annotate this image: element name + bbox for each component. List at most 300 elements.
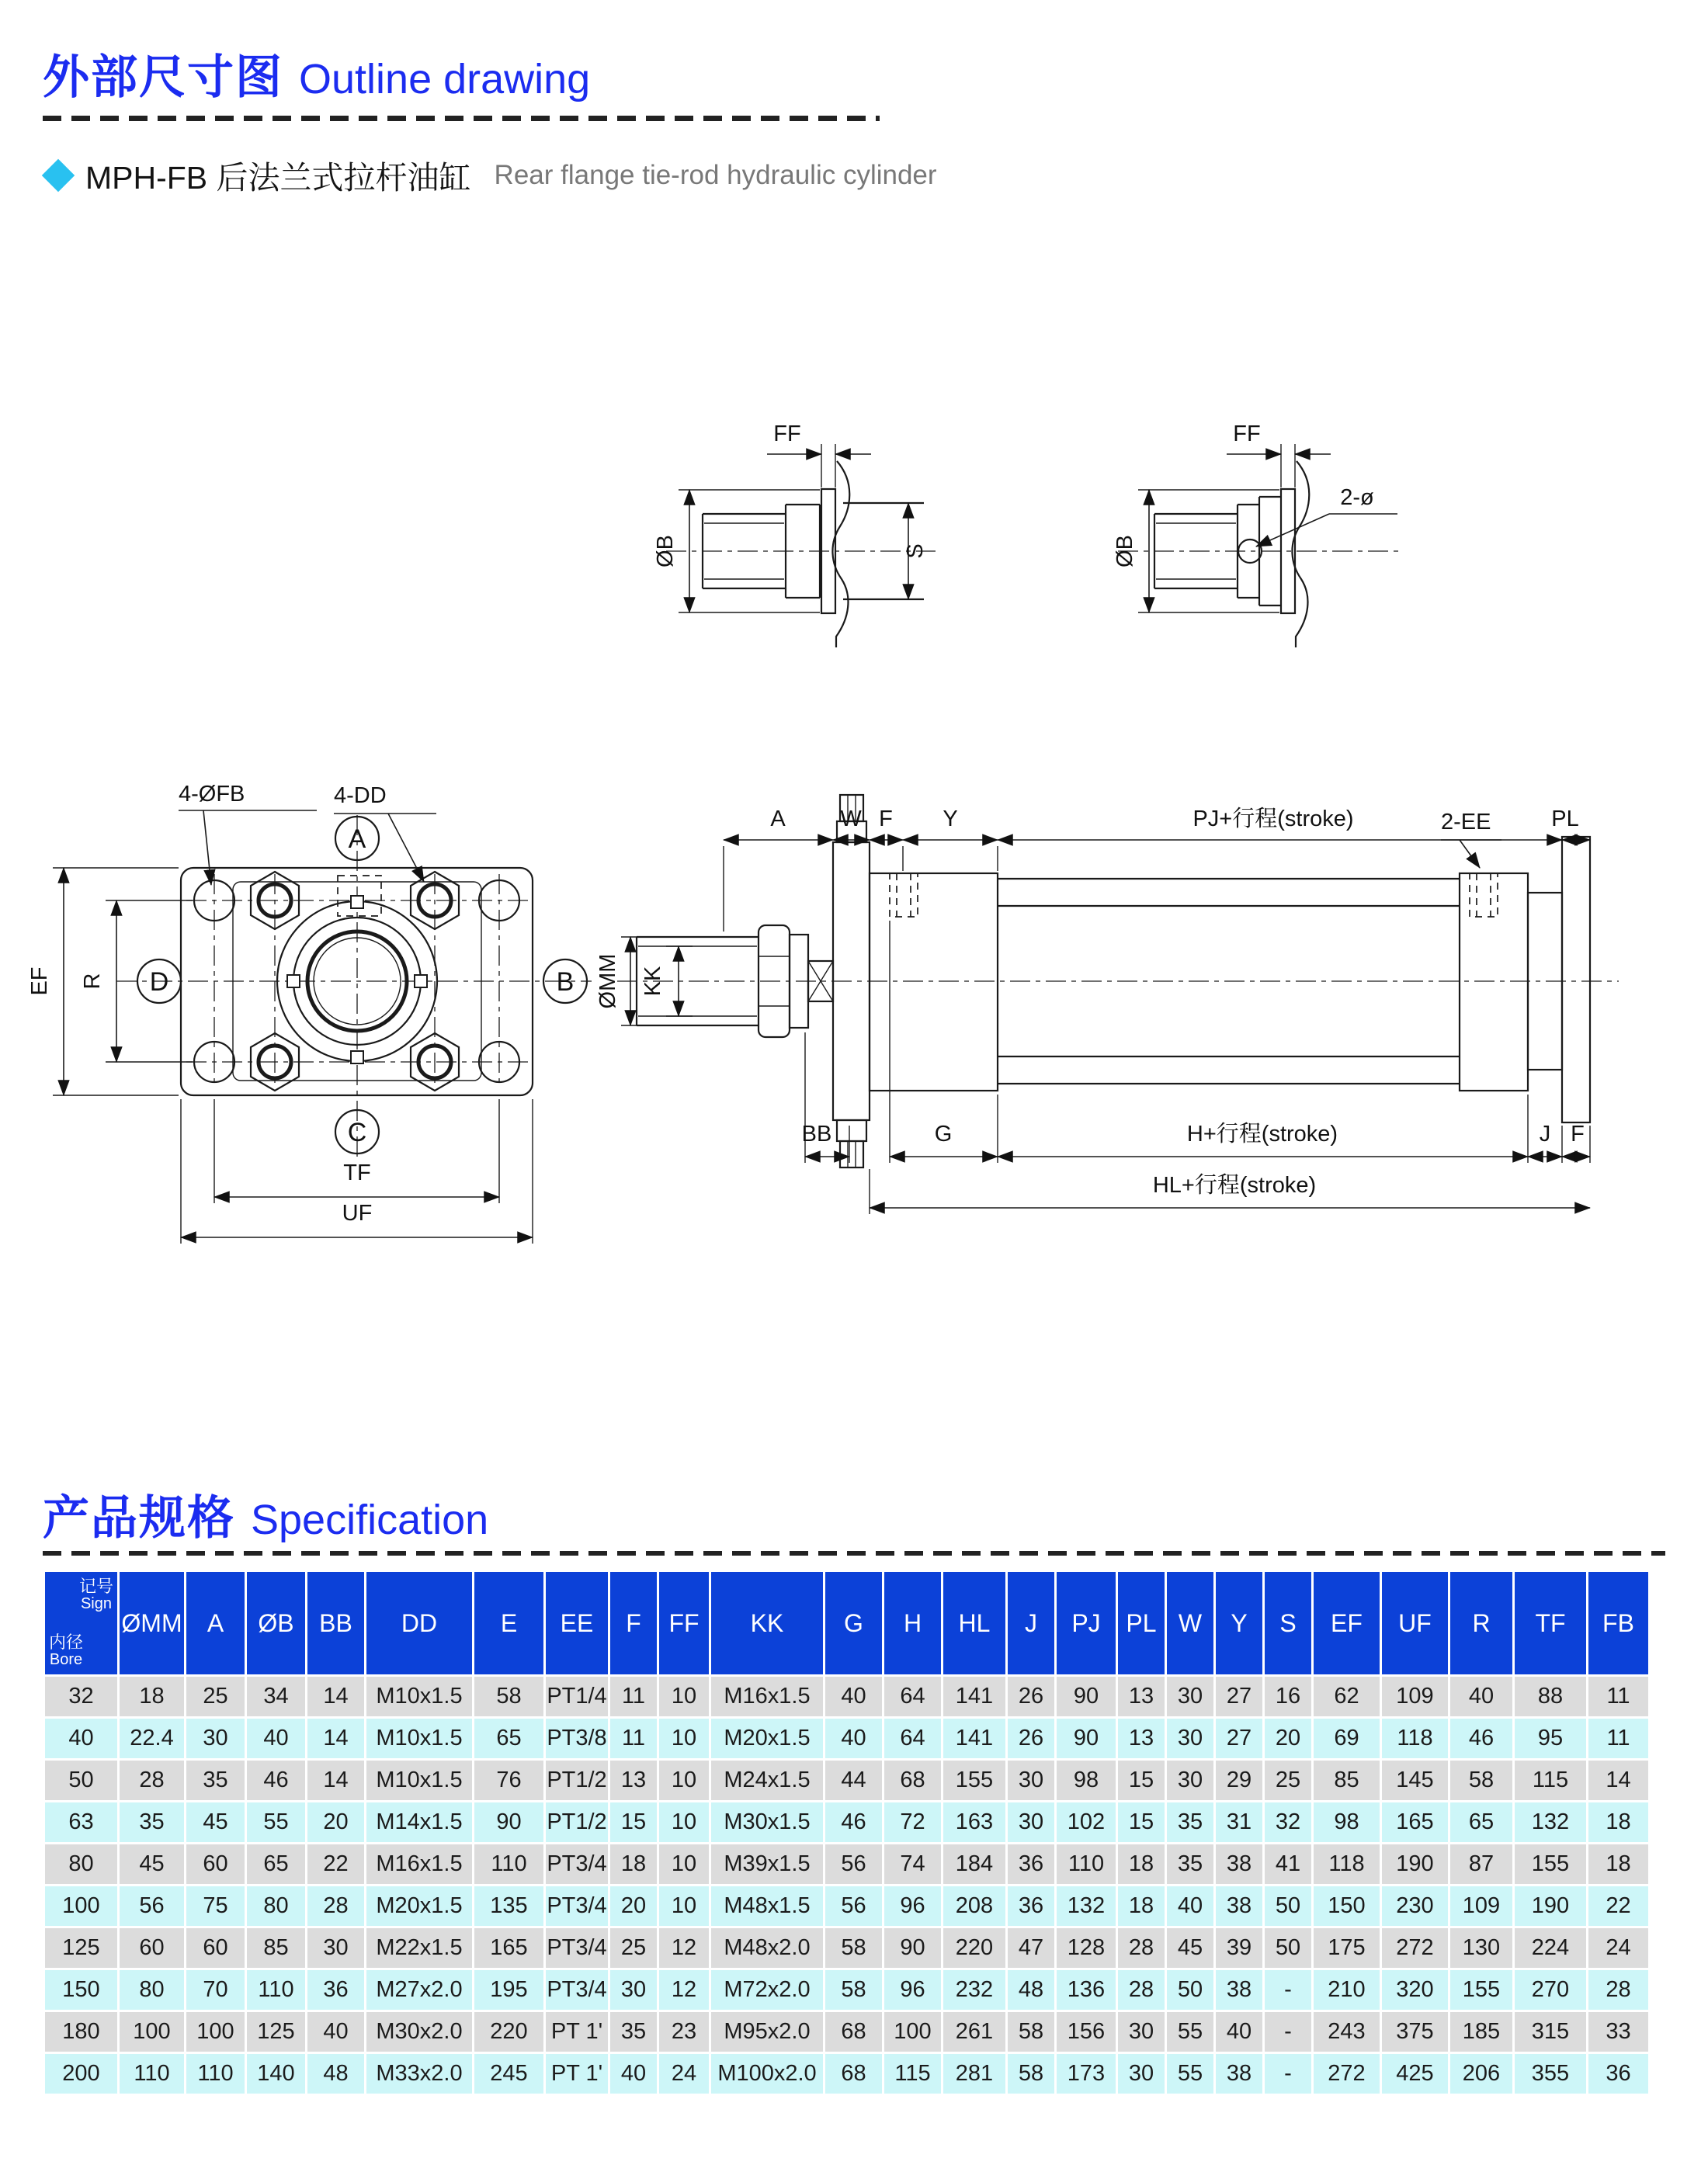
spec-cell: 23 <box>659 2012 709 2052</box>
spec-cell: 28 <box>1588 1970 1648 2010</box>
spec-cell: M30x2.0 <box>366 2012 472 2052</box>
spec-cell: M10x1.5 <box>366 1677 472 1716</box>
cylinder-side-view <box>595 795 1619 1214</box>
spec-row <box>45 1844 1648 1884</box>
spec-cell: 75 <box>186 1886 245 1926</box>
spec-cell: 50 <box>1167 1970 1213 2010</box>
spec-cell: 125 <box>247 2012 305 2052</box>
spec-cell: 355 <box>1515 2054 1586 2094</box>
diamond-bullet-icon <box>42 158 75 191</box>
column-header: EF <box>1314 1572 1380 1674</box>
spec-cell: 28 <box>307 1886 364 1926</box>
spec-cell: 35 <box>1167 1844 1213 1884</box>
specification-table <box>43 1570 1651 2096</box>
spec-cell: 30 <box>1167 1677 1213 1716</box>
spec-cell: 41 <box>1265 1844 1311 1884</box>
spec-cell: 50 <box>1265 1886 1311 1926</box>
spec-cell: 14 <box>307 1761 364 1800</box>
spec-cell: 136 <box>1057 1970 1116 2010</box>
spec-cell: 115 <box>1515 1761 1586 1800</box>
spec-cell: 11 <box>610 1719 657 1758</box>
spec-cell: 35 <box>1167 1802 1213 1842</box>
spec-cell: 220 <box>474 2012 543 2052</box>
spec-cell: 30 <box>1118 2054 1165 2094</box>
spec-cell: 115 <box>884 2054 941 2094</box>
spec-cell: 270 <box>1515 1970 1586 2010</box>
spec-cell: - <box>1265 1970 1311 2010</box>
spec-cell: 15 <box>610 1802 657 1842</box>
bore-cell: 200 <box>45 2054 117 2094</box>
spec-cell: 18 <box>1588 1802 1648 1842</box>
dim-label-ff: FF <box>773 422 801 446</box>
bore-cell: 63 <box>45 1802 117 1842</box>
spec-cell: 163 <box>943 1802 1005 1842</box>
spec-cell: 173 <box>1057 2054 1116 2094</box>
spec-cell: 165 <box>474 1928 543 1968</box>
dim-label-ob2: ØB <box>1113 535 1137 567</box>
dim-label-tf: TF <box>343 1161 371 1185</box>
column-header: R <box>1450 1572 1512 1674</box>
spec-cell: 220 <box>943 1928 1005 1968</box>
spec-cell: 109 <box>1382 1677 1448 1716</box>
spec-cell: 85 <box>247 1928 305 1968</box>
spec-cell: 68 <box>825 2054 882 2094</box>
spec-cell: 40 <box>825 1677 882 1716</box>
spec-cell: 22.4 <box>120 1719 184 1758</box>
spec-cell: 46 <box>247 1761 305 1800</box>
spec-cell: M27x2.0 <box>366 1970 472 2010</box>
spec-cell: 64 <box>884 1677 941 1716</box>
bore-cell: 125 <box>45 1928 117 1968</box>
column-header: Y <box>1216 1572 1262 1674</box>
spec-cell: 245 <box>474 2054 543 2094</box>
spec-cell: 132 <box>1515 1802 1586 1842</box>
spec-cell: M16x1.5 <box>711 1677 823 1716</box>
spec-cell: 34 <box>247 1677 305 1716</box>
spec-cell: 56 <box>825 1886 882 1926</box>
spec-cell: 128 <box>1057 1928 1116 1968</box>
spec-cell: 28 <box>120 1761 184 1800</box>
spec-cell: 27 <box>1216 1719 1262 1758</box>
spec-cell: 30 <box>1008 1802 1054 1842</box>
spec-divider <box>43 1551 1665 1556</box>
spec-cell: 261 <box>943 2012 1005 2052</box>
spec-title-en: Specification <box>251 1497 489 1543</box>
dim-label-y: Y <box>943 807 958 831</box>
spec-cell: 56 <box>120 1886 184 1926</box>
outline-drawing-title <box>43 40 590 107</box>
spec-cell: 58 <box>1008 2012 1054 2052</box>
spec-cell: 36 <box>307 1970 364 2010</box>
bore-cell: 100 <box>45 1886 117 1926</box>
spec-cell: PT3/4 <box>546 1886 608 1926</box>
spec-cell: 44 <box>825 1761 882 1800</box>
spec-cell: 281 <box>943 2054 1005 2094</box>
spec-cell: 40 <box>1450 1677 1512 1716</box>
spec-cell: 28 <box>1118 1928 1165 1968</box>
spec-cell: 140 <box>247 2054 305 2094</box>
dim-label-2hole: 2-ø <box>1340 485 1374 510</box>
spec-cell: 87 <box>1450 1844 1512 1884</box>
spec-cell: 109 <box>1450 1886 1512 1926</box>
spec-cell: 30 <box>1167 1719 1213 1758</box>
spec-cell: 25 <box>186 1677 245 1716</box>
spec-cell: 272 <box>1314 2054 1380 2094</box>
spec-cell: M22x1.5 <box>366 1928 472 1968</box>
spec-cell: 12 <box>659 1928 709 1968</box>
spec-row <box>45 1886 1648 1926</box>
spec-cell: 210 <box>1314 1970 1380 2010</box>
spec-cell: 156 <box>1057 2012 1116 2052</box>
dim-label-h: H+行程(stroke) <box>1186 1122 1338 1147</box>
spec-cell: 98 <box>1057 1761 1116 1800</box>
spec-cell: 29 <box>1216 1761 1262 1800</box>
spec-cell: 74 <box>884 1844 941 1884</box>
spec-cell: M39x1.5 <box>711 1844 823 1884</box>
spec-cell: PT3/4 <box>546 1970 608 2010</box>
spec-cell: 36 <box>1008 1886 1054 1926</box>
spec-cell: 45 <box>186 1802 245 1842</box>
spec-cell: 50 <box>1265 1928 1311 1968</box>
spec-cell: PT 1' <box>546 2012 608 2052</box>
rod-end-view-flange <box>653 422 936 647</box>
bore-cell: 32 <box>45 1677 117 1716</box>
spec-cell: 175 <box>1314 1928 1380 1968</box>
spec-cell: 65 <box>247 1844 305 1884</box>
spec-cell: - <box>1265 2054 1311 2094</box>
spec-cell: 64 <box>884 1719 941 1758</box>
dim-label-hl: HL+行程(stroke) <box>1152 1173 1317 1198</box>
spec-cell: 141 <box>943 1719 1005 1758</box>
callout-4-fb: 4-ØFB <box>179 782 245 807</box>
spec-cell: 13 <box>1118 1677 1165 1716</box>
spec-cell: M72x2.0 <box>711 1970 823 2010</box>
spec-cell: 55 <box>1167 2054 1213 2094</box>
spec-cell: 18 <box>1588 1844 1648 1884</box>
spec-cell: 96 <box>884 1886 941 1926</box>
spec-cell: M48x2.0 <box>711 1928 823 1968</box>
spec-cell: 18 <box>1118 1886 1165 1926</box>
spec-cell: 165 <box>1382 1802 1448 1842</box>
bore-cell: 180 <box>45 2012 117 2052</box>
spec-cell: 95 <box>1515 1719 1586 1758</box>
spec-cell: 80 <box>120 1970 184 2010</box>
column-header: DD <box>366 1572 472 1674</box>
spec-cell: 135 <box>474 1886 543 1926</box>
dim-label-a: A <box>770 807 786 831</box>
spec-cell: 65 <box>1450 1802 1512 1842</box>
spec-cell: 110 <box>1057 1844 1116 1884</box>
spec-cell: M10x1.5 <box>366 1761 472 1800</box>
spec-cell: 27 <box>1216 1677 1262 1716</box>
outline-drawings <box>0 334 1708 1358</box>
spec-cell: 55 <box>1167 2012 1213 2052</box>
corner-sign-label: 记号 Sign <box>78 1577 113 1612</box>
spec-cell: 47 <box>1008 1928 1054 1968</box>
spec-cell: 40 <box>825 1719 882 1758</box>
spec-cell: M33x2.0 <box>366 2054 472 2094</box>
dim-label-omm: ØMM <box>595 953 620 1009</box>
spec-cell: 40 <box>610 2054 657 2094</box>
spec-cell: 16 <box>1265 1677 1311 1716</box>
spec-cell: M10x1.5 <box>366 1719 472 1758</box>
spec-cell: 20 <box>1265 1719 1311 1758</box>
spec-cell: 243 <box>1314 2012 1380 2052</box>
column-header: A <box>186 1572 245 1674</box>
spec-cell: 10 <box>659 1886 709 1926</box>
dim-label-ff2: FF <box>1233 422 1261 446</box>
column-header: TF <box>1515 1572 1586 1674</box>
spec-cell: PT 1' <box>546 2054 608 2094</box>
spec-cell: 90 <box>474 1802 543 1842</box>
spec-cell: 60 <box>186 1928 245 1968</box>
dim-label-r: R <box>80 973 105 990</box>
balloon-d: D <box>149 967 169 997</box>
spec-cell: 141 <box>943 1677 1005 1716</box>
spec-cell: 45 <box>1167 1928 1213 1968</box>
spec-cell: 48 <box>307 2054 364 2094</box>
spec-cell: 18 <box>120 1677 184 1716</box>
spec-cell: 190 <box>1382 1844 1448 1884</box>
spec-cell: 10 <box>659 1844 709 1884</box>
dim-label-ob: ØB <box>653 535 678 567</box>
spec-cell: 30 <box>186 1719 245 1758</box>
spec-cell: 35 <box>186 1761 245 1800</box>
spec-cell: 80 <box>247 1886 305 1926</box>
spec-cell: 22 <box>1588 1886 1648 1926</box>
table-corner-cell <box>45 1572 117 1674</box>
spec-cell: 48 <box>1008 1970 1054 2010</box>
spec-cell: 24 <box>659 2054 709 2094</box>
spec-cell: 272 <box>1382 1928 1448 1968</box>
spec-cell: 425 <box>1382 2054 1448 2094</box>
column-header: H <box>884 1572 941 1674</box>
column-header: E <box>474 1572 543 1674</box>
spec-cell: 45 <box>120 1844 184 1884</box>
column-header: PL <box>1118 1572 1165 1674</box>
spec-cell: 30 <box>610 1970 657 2010</box>
dim-label-pj: PJ+行程(stroke) <box>1192 807 1354 831</box>
spec-cell: 26 <box>1008 1719 1054 1758</box>
spec-cell: 31 <box>1216 1802 1262 1842</box>
corner-bore-label: 内径 Bore <box>49 1632 84 1668</box>
spec-cell: M16x1.5 <box>366 1844 472 1884</box>
spec-cell: 20 <box>307 1802 364 1842</box>
spec-cell: 58 <box>825 1970 882 2010</box>
bore-cell: 40 <box>45 1719 117 1758</box>
spec-cell: 155 <box>943 1761 1005 1800</box>
spec-cell: PT1/4 <box>546 1677 608 1716</box>
spec-cell: 56 <box>825 1844 882 1884</box>
column-header: BB <box>307 1572 364 1674</box>
spec-cell: 195 <box>474 1970 543 2010</box>
spec-cell: PT3/4 <box>546 1928 608 1968</box>
spec-cell: 155 <box>1450 1970 1512 2010</box>
column-header: ØB <box>247 1572 305 1674</box>
spec-cell: 65 <box>474 1719 543 1758</box>
spec-cell: 38 <box>1216 1970 1262 2010</box>
spec-cell: 39 <box>1216 1928 1262 1968</box>
spec-row <box>45 1719 1648 1758</box>
balloon-b: B <box>556 967 575 997</box>
spec-cell: 62 <box>1314 1677 1380 1716</box>
spec-cell: 30 <box>1167 1761 1213 1800</box>
callout-4-dd: 4-DD <box>334 783 387 808</box>
column-header: W <box>1167 1572 1213 1674</box>
spec-cell: 26 <box>1008 1677 1054 1716</box>
spec-cell: M100x2.0 <box>711 2054 823 2094</box>
spec-cell: PT1/2 <box>546 1761 608 1800</box>
spec-cell: 11 <box>1588 1677 1648 1716</box>
spec-cell: 96 <box>884 1970 941 2010</box>
spec-cell: 33 <box>1588 2012 1648 2052</box>
spec-cell: 28 <box>1118 1970 1165 2010</box>
spec-cell: 58 <box>474 1677 543 1716</box>
spec-cell: PT3/8 <box>546 1719 608 1758</box>
spec-cell: 38 <box>1216 1844 1262 1884</box>
spec-cell: 98 <box>1314 1802 1380 1842</box>
column-header: FF <box>659 1572 709 1674</box>
spec-cell: 10 <box>659 1719 709 1758</box>
spec-cell: 25 <box>1265 1761 1311 1800</box>
spec-cell: 46 <box>825 1802 882 1842</box>
bore-cell: 150 <box>45 1970 117 2010</box>
spec-cell: M48x1.5 <box>711 1886 823 1926</box>
spec-cell: 100 <box>186 2012 245 2052</box>
spec-cell: 320 <box>1382 1970 1448 2010</box>
spec-row <box>45 2012 1648 2052</box>
spec-cell: 224 <box>1515 1928 1586 1968</box>
spec-cell: 14 <box>307 1677 364 1716</box>
product-line <box>47 152 937 198</box>
spec-cell: 58 <box>1450 1761 1512 1800</box>
spec-cell: 60 <box>120 1928 184 1968</box>
spec-cell: - <box>1265 2012 1311 2052</box>
spec-cell: 110 <box>120 2054 184 2094</box>
spec-cell: 110 <box>247 1970 305 2010</box>
product-name-zh: MPH-FB 后法兰式拉杆油缸 <box>85 160 471 196</box>
column-header: ØMM <box>120 1572 184 1674</box>
spec-cell: 55 <box>247 1802 305 1842</box>
spec-cell: 38 <box>1216 1886 1262 1926</box>
outline-title-zh: 外部尺寸图 <box>43 51 283 103</box>
spec-cell: 102 <box>1057 1802 1116 1842</box>
spec-cell: 90 <box>1057 1719 1116 1758</box>
specification-table-wrap <box>43 1570 1651 2096</box>
spec-cell: 13 <box>1118 1719 1165 1758</box>
spec-cell: 76 <box>474 1761 543 1800</box>
dim-label-ef: EF <box>27 966 52 996</box>
spec-cell: 46 <box>1450 1719 1512 1758</box>
spec-cell: PT3/4 <box>546 1844 608 1884</box>
column-header: F <box>610 1572 657 1674</box>
spec-cell: 110 <box>186 2054 245 2094</box>
spec-cell: 10 <box>659 1802 709 1842</box>
spec-row <box>45 1802 1648 1842</box>
column-header: KK <box>711 1572 823 1674</box>
spec-cell: 110 <box>474 1844 543 1884</box>
spec-cell: 13 <box>610 1761 657 1800</box>
spec-cell: 60 <box>186 1844 245 1884</box>
spec-cell: 40 <box>247 1719 305 1758</box>
spec-cell: 38 <box>1216 2054 1262 2094</box>
spec-cell: 12 <box>659 1970 709 2010</box>
spec-cell: 90 <box>1057 1677 1116 1716</box>
spec-cell: 10 <box>659 1761 709 1800</box>
spec-cell: 36 <box>1008 1844 1054 1884</box>
spec-cell: 58 <box>1008 2054 1054 2094</box>
spec-cell: 118 <box>1382 1719 1448 1758</box>
spec-cell: 10 <box>659 1677 709 1716</box>
dim-label-s: S <box>903 543 928 559</box>
spec-title-zh: 产品规格 <box>43 1492 235 1544</box>
spec-cell: 145 <box>1382 1761 1448 1800</box>
spec-cell: 30 <box>307 1928 364 1968</box>
spec-cell: 155 <box>1515 1844 1586 1884</box>
dim-label-bb: BB <box>801 1122 832 1147</box>
spec-cell: 25 <box>610 1928 657 1968</box>
column-header: J <box>1008 1572 1054 1674</box>
spec-cell: 88 <box>1515 1677 1586 1716</box>
balloon-c: C <box>347 1118 367 1147</box>
spec-cell: 68 <box>825 2012 882 2052</box>
bore-cell: 80 <box>45 1844 117 1884</box>
spec-cell: 118 <box>1314 1844 1380 1884</box>
spec-cell: 11 <box>1588 1719 1648 1758</box>
spec-cell: 40 <box>1216 2012 1262 2052</box>
spec-cell: 72 <box>884 1802 941 1842</box>
spec-cell: PT1/2 <box>546 1802 608 1842</box>
spec-cell: M30x1.5 <box>711 1802 823 1842</box>
spec-cell: 20 <box>610 1886 657 1926</box>
column-header: S <box>1265 1572 1311 1674</box>
spec-cell: 18 <box>610 1844 657 1884</box>
spec-cell: 185 <box>1450 2012 1512 2052</box>
dim-label-j: J <box>1539 1122 1551 1147</box>
spec-cell: 40 <box>307 2012 364 2052</box>
header-row <box>45 1572 1648 1674</box>
spec-cell: 70 <box>186 1970 245 2010</box>
spec-cell: 58 <box>825 1928 882 1968</box>
spec-cell: M20x1.5 <box>366 1886 472 1926</box>
dim-label-f2: F <box>1571 1122 1585 1147</box>
spec-cell: 130 <box>1450 1928 1512 1968</box>
column-header: HL <box>943 1572 1005 1674</box>
column-header: PJ <box>1057 1572 1116 1674</box>
spec-cell: 24 <box>1588 1928 1648 1968</box>
spec-cell: M24x1.5 <box>711 1761 823 1800</box>
spec-cell: 375 <box>1382 2012 1448 2052</box>
spec-cell: 30 <box>1118 2012 1165 2052</box>
column-header: UF <box>1382 1572 1448 1674</box>
spec-cell: 32 <box>1265 1802 1311 1842</box>
spec-row <box>45 1761 1648 1800</box>
spec-cell: 14 <box>307 1719 364 1758</box>
spec-cell: 15 <box>1118 1761 1165 1800</box>
outline-title-en: Outline drawing <box>299 56 591 102</box>
spec-cell: 232 <box>943 1970 1005 2010</box>
spec-row <box>45 2054 1648 2094</box>
spec-cell: 35 <box>120 1802 184 1842</box>
spec-cell: 15 <box>1118 1802 1165 1842</box>
spec-cell: 315 <box>1515 2012 1586 2052</box>
spec-cell: 90 <box>884 1928 941 1968</box>
rod-end-view-hole <box>1113 422 1401 647</box>
spec-cell: M95x2.0 <box>711 2012 823 2052</box>
spec-cell: 100 <box>120 2012 184 2052</box>
spec-row <box>45 1677 1648 1716</box>
spec-cell: 40 <box>1167 1886 1213 1926</box>
